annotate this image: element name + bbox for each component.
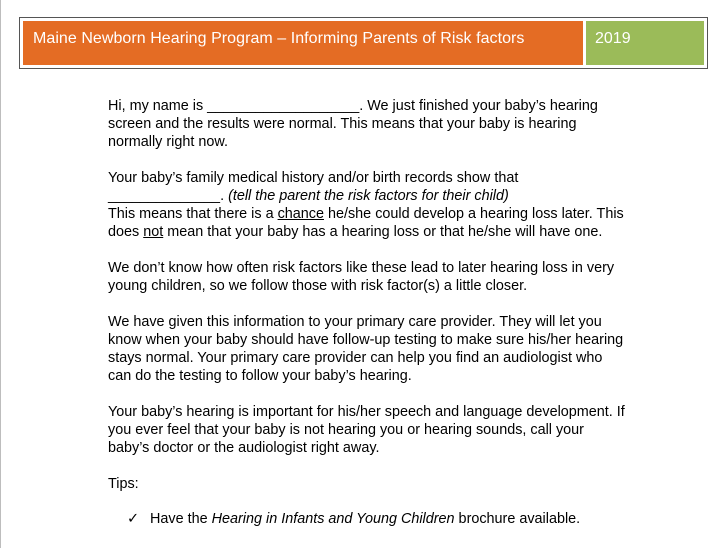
emphasis-not: not <box>143 224 164 240</box>
paragraph-greeting: Hi, my name is ___________________. We just finished your baby’s hearing screen and the results were normal. This means that your baby is hearing normally right now. <box>108 98 598 150</box>
document-year: 2019 <box>586 21 704 65</box>
tip-item <box>127 510 628 528</box>
emphasis-chance: chance <box>277 206 324 222</box>
checkmark-icon: ✓ <box>127 511 140 527</box>
document-title: Maine Newborn Hearing Program – Informing Parents of Risk factors <box>23 21 583 65</box>
tip-text: Have the Hearing in Infants and Young Children brochure available. <box>150 511 581 527</box>
name-blank: ___________________ <box>207 98 360 114</box>
risk-factor-blank: ______________ <box>108 188 221 204</box>
paragraph-follow-up: We don’t know how often risk factors like these lead to later hearing loss in very young children, so we follow those with risk factor(s) a little closer. <box>108 260 615 294</box>
paragraph-risk-factors: Your baby’s family medical history and/or birth records show that ______________. (tell the parent the risk factors for their child) This means that there is a chance he/she could develop a hearing loss later. This does not mean that your baby has a hearing loss or that he/she will have one. <box>108 170 624 240</box>
paragraph-primary-care: We have given this information to your primary care provider. They will let you know when your baby should have follow-up testing to make sure his/her hearing stays normal. Your primary care provider can help you find an audiologist who can do the testing to follow your baby’s hearing. <box>108 314 624 384</box>
brochure-title: Hearing in Infants and Young Children <box>211 511 455 527</box>
header-banner <box>19 17 708 69</box>
instruction-note: (tell the parent the risk factors for their child) <box>228 188 509 204</box>
paragraph-importance: Your baby’s hearing is important for his/her speech and language development. If you ever feel that your baby is not hearing you or hearing sounds, call your baby’s doctor or the audiologist right away. <box>108 404 625 456</box>
tips-label: Tips: <box>108 476 139 492</box>
page-edge <box>0 0 1 548</box>
document-body <box>108 97 628 528</box>
